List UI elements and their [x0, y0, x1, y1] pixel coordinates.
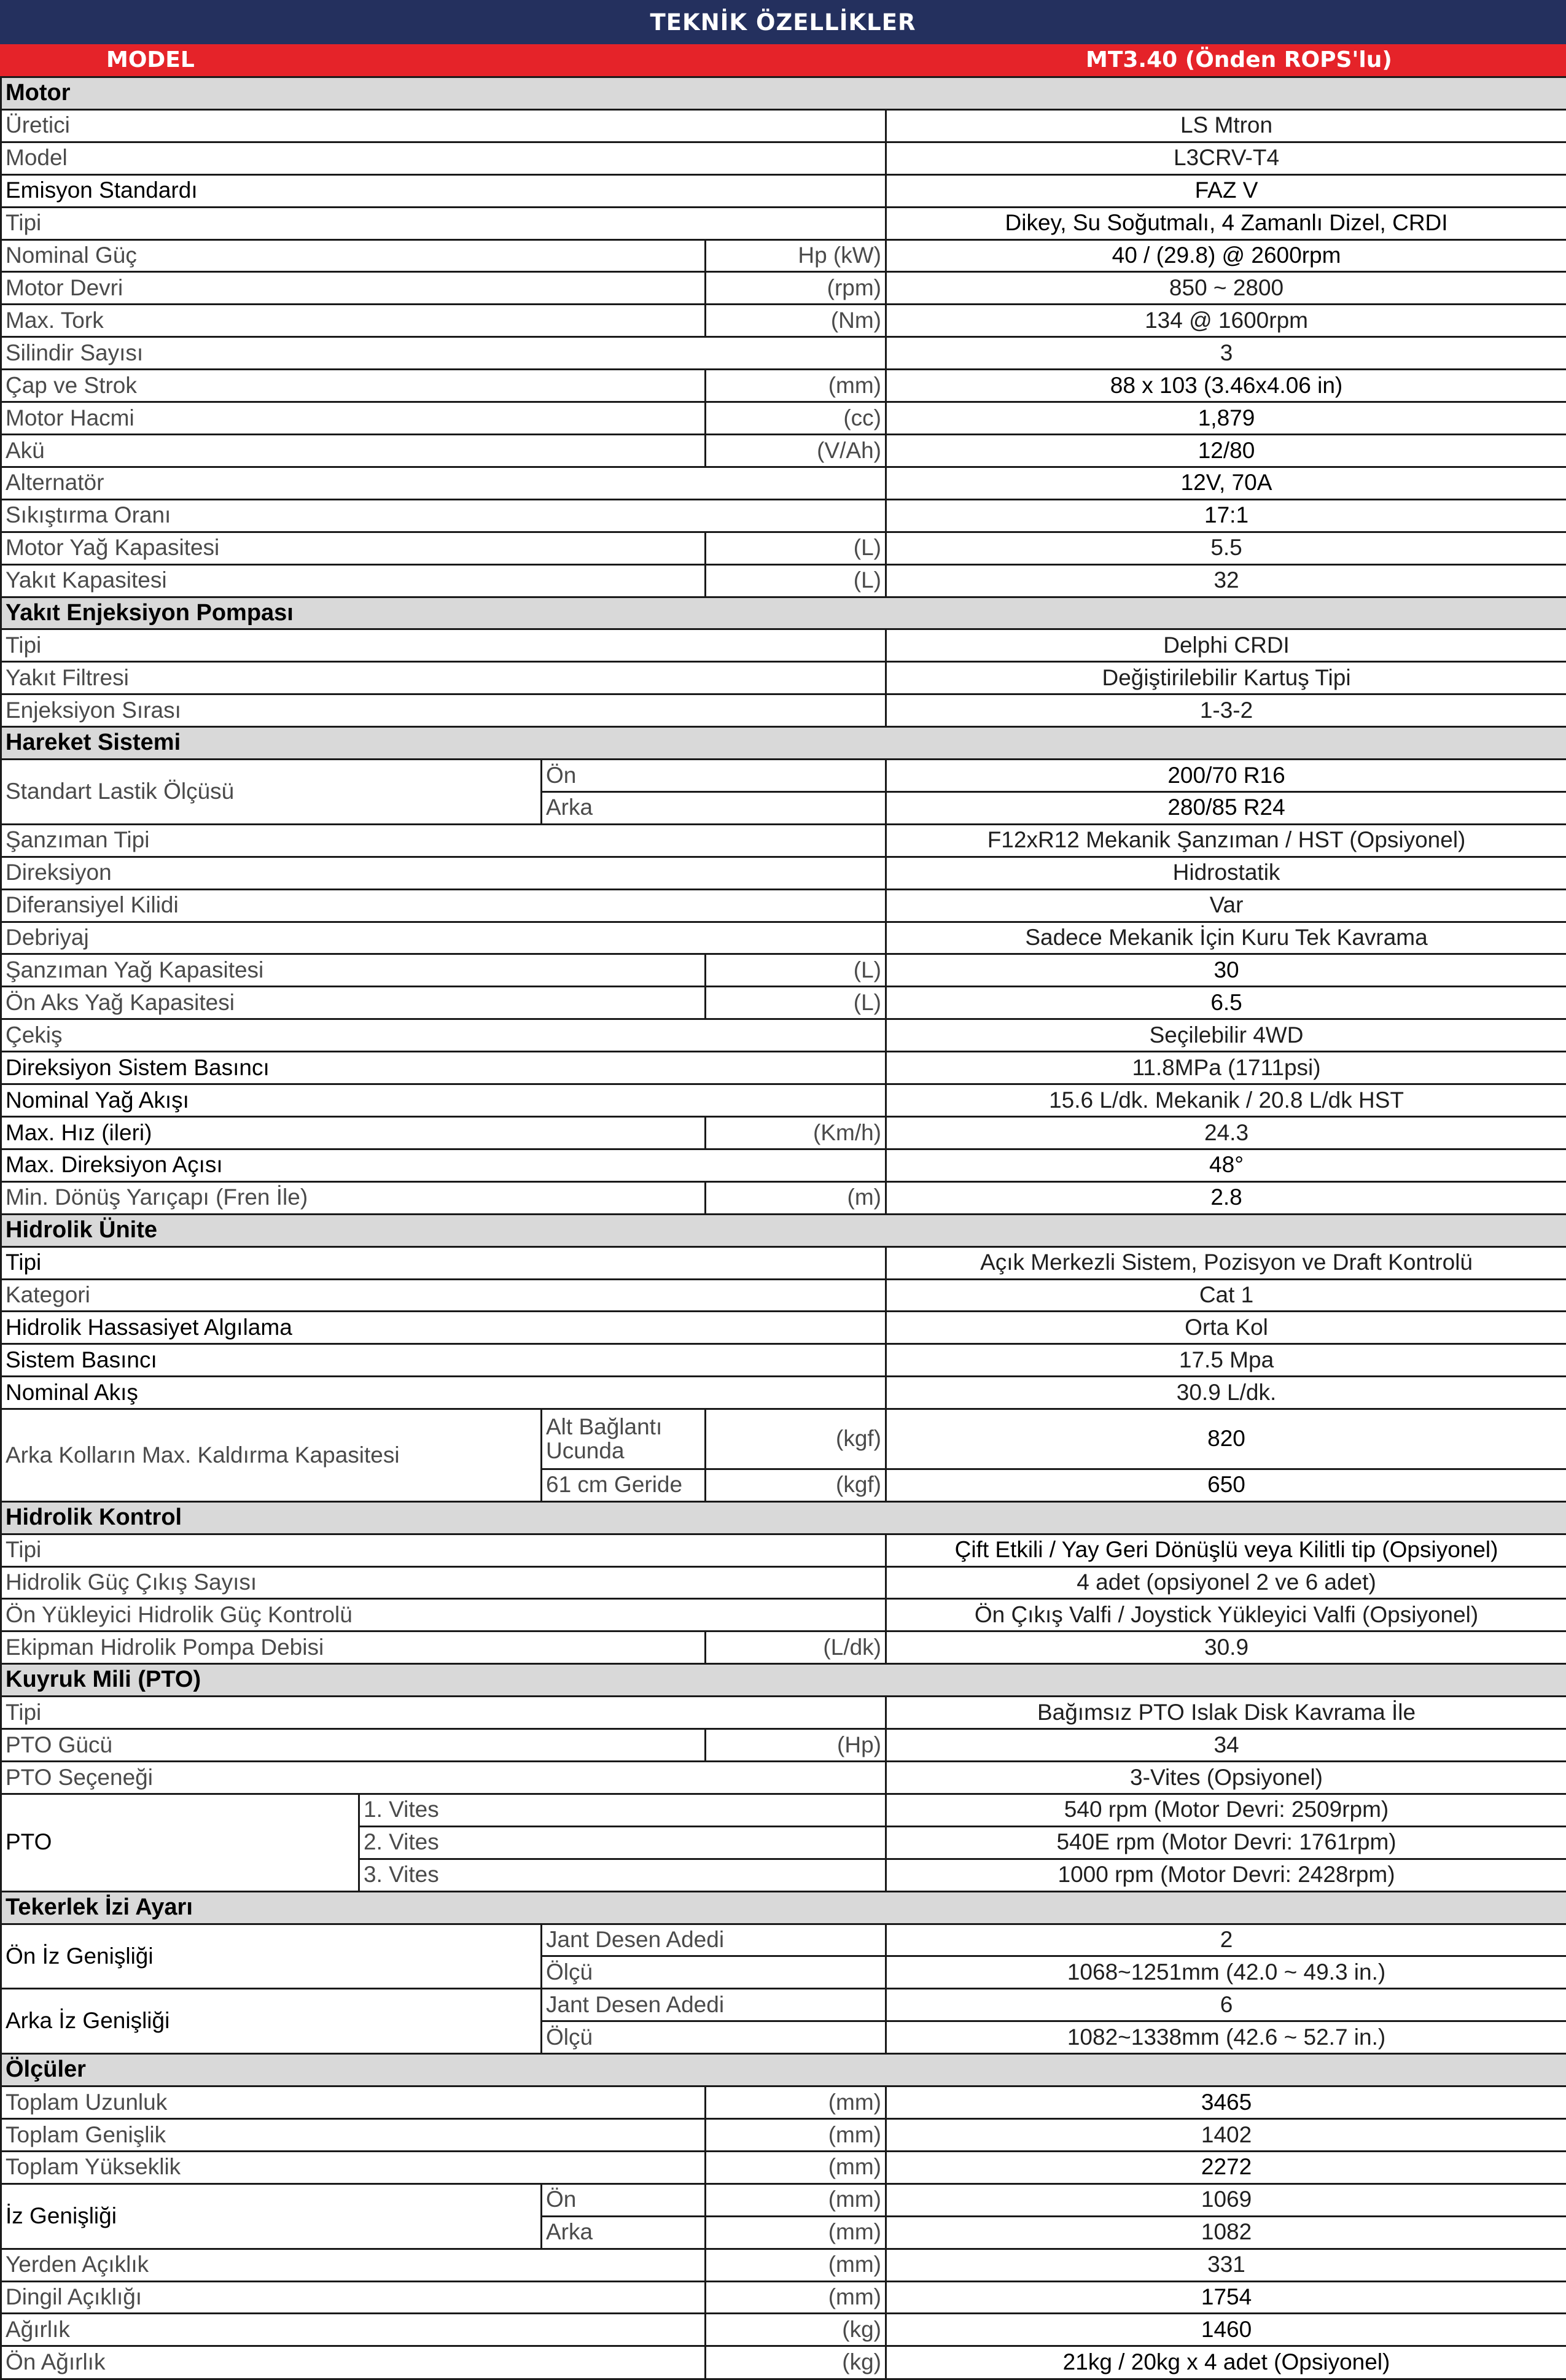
spec-unit: (Nm) [706, 305, 886, 337]
spec-label: Silindir Sayısı [1, 337, 886, 370]
spec-value: 1402 [886, 2118, 1566, 2151]
spec-value: 48° [886, 1149, 1566, 1181]
spec-row [1, 1181, 1566, 1214]
spec-value: 540E rpm (Motor Devri: 1761rpm) [886, 1826, 1566, 1859]
spec-row [1, 2346, 1566, 2379]
spec-row [1, 2151, 1566, 2184]
spec-row [1, 1631, 1566, 1664]
spec-label: Yerden Açıklık [1, 2249, 706, 2281]
spec-label: Arka Kolların Max. Kaldırma Kapasitesi [1, 1409, 542, 1502]
spec-row [1, 629, 1566, 662]
spec-row [1, 109, 1566, 142]
spec-value: Sadece Mekanik İçin Kuru Tek Kavrama [886, 922, 1566, 954]
spec-label: Ön İz Genişliği [1, 1924, 542, 1989]
spec-value: 21kg / 20kg x 4 adet (Opsiyonel) [886, 2346, 1566, 2379]
spec-label: Diferansiyel Kilidi [1, 889, 886, 922]
spec-value: L3CRV-T4 [886, 142, 1566, 174]
spec-label: Tipi [1, 1534, 886, 1566]
spec-row [1, 2086, 1566, 2119]
spec-value: 540 rpm (Motor Devri: 2509rpm) [886, 1794, 1566, 1826]
spec-unit: (cc) [706, 402, 886, 435]
spec-value: 17.5 Mpa [886, 1344, 1566, 1377]
spec-row [1, 1566, 1566, 1599]
spec-value: 30 [886, 954, 1566, 987]
spec-label: Toplam Uzunluk [1, 2086, 706, 2119]
spec-value: 2272 [886, 2151, 1566, 2184]
spec-row [1, 2118, 1566, 2151]
spec-label: Direksiyon [1, 857, 886, 889]
spec-value: 280/85 R24 [886, 791, 1566, 824]
spec-value: 1082~1338mm (42.6 ~ 52.7 in.) [886, 2021, 1566, 2054]
section-title: Tekerlek İzi Ayarı [1, 1891, 1566, 1924]
spec-value: FAZ V [886, 174, 1566, 207]
spec-label: Direksiyon Sistem Basıncı [1, 1052, 886, 1084]
spec-label: Çekiş [1, 1019, 886, 1052]
spec-label: Toplam Genişlik [1, 2118, 706, 2151]
spec-unit: (V/Ah) [706, 434, 886, 467]
spec-row [1, 1924, 1566, 1956]
spec-row [1, 922, 1566, 954]
spec-row [1, 1149, 1566, 1181]
spec-unit: (Km/h) [706, 1117, 886, 1149]
spec-row [1, 467, 1566, 499]
spec-label: Üretici [1, 109, 886, 142]
spec-label: Sıkıştırma Oranı [1, 499, 886, 532]
spec-row [1, 370, 1566, 402]
spec-row [1, 1117, 1566, 1149]
spec-row [1, 987, 1566, 1019]
spec-label: PTO [1, 1794, 359, 1891]
spec-value: 24.3 [886, 1117, 1566, 1149]
spec-label: Ekipman Hidrolik Pompa Debisi [1, 1631, 706, 1664]
spec-value: 1000 rpm (Motor Devri: 2428rpm) [886, 1859, 1566, 1891]
spec-sublabel: Ön [542, 760, 886, 792]
model-header-bar [0, 44, 1566, 76]
spec-value: 1754 [886, 2281, 1566, 2314]
spec-unit: (rpm) [706, 272, 886, 305]
spec-sublabel: 2. Vites [359, 1826, 886, 1859]
spec-label: Motor Yağ Kapasitesi [1, 532, 706, 564]
spec-value: 17:1 [886, 499, 1566, 532]
spec-label: Nominal Akış [1, 1377, 886, 1409]
spec-value: Açık Merkezli Sistem, Pozisyon ve Draft Kontrolü [886, 1246, 1566, 1279]
section-header-row [1, 597, 1566, 629]
spec-value: 15.6 L/dk. Mekanik / 20.8 L/dk HST [886, 1084, 1566, 1117]
spec-row [1, 1052, 1566, 1084]
spec-value: Orta Kol [886, 1312, 1566, 1344]
spec-label: Şanzıman Tipi [1, 824, 886, 857]
spec-value: 4 adet (opsiyonel 2 ve 6 adet) [886, 1566, 1566, 1599]
section-title: Motor [1, 77, 1566, 110]
section-header-row [1, 77, 1566, 110]
model-label: MODEL [106, 47, 195, 72]
spec-label: Hidrolik Hassasiyet Algılama [1, 1312, 886, 1344]
spec-unit: (kgf) [706, 1409, 886, 1469]
spec-label: Model [1, 142, 886, 174]
spec-sublabel: Arka [542, 2216, 706, 2249]
spec-row [1, 760, 1566, 792]
spec-row [1, 532, 1566, 564]
spec-sublabel: Arka [542, 791, 886, 824]
spec-row [1, 1377, 1566, 1409]
spec-value: Cat 1 [886, 1279, 1566, 1312]
spec-table-body [1, 77, 1566, 2379]
spec-label: PTO Seçeneği [1, 1762, 886, 1794]
spec-sublabel: Jant Desen Adedi [542, 1924, 886, 1956]
spec-value: 30.9 L/dk. [886, 1377, 1566, 1409]
spec-row [1, 239, 1566, 272]
spec-label: Emisyon Standardı [1, 174, 886, 207]
spec-sublabel: 61 cm Geride [542, 1469, 706, 1501]
spec-value: Dikey, Su Soğutmalı, 4 Zamanlı Dizel, CRDI [886, 207, 1566, 239]
spec-unit: (mm) [706, 370, 886, 402]
spec-label: Ağırlık [1, 2314, 706, 2346]
spec-sublabel: Alt Bağlantı Ucunda [542, 1409, 706, 1469]
spec-row [1, 1019, 1566, 1052]
spec-value: 32 [886, 564, 1566, 597]
spec-row [1, 662, 1566, 694]
spec-label: Çap ve Strok [1, 370, 706, 402]
spec-row [1, 1409, 1566, 1469]
spec-value: LS Mtron [886, 109, 1566, 142]
section-header-row [1, 2054, 1566, 2086]
spec-label: Motor Hacmi [1, 402, 706, 435]
spec-value: 3465 [886, 2086, 1566, 2119]
spec-value: 40 / (29.8) @ 2600rpm [886, 239, 1566, 272]
spec-value: 34 [886, 1729, 1566, 1762]
spec-label: Akü [1, 434, 706, 467]
spec-row [1, 1989, 1566, 2021]
spec-row [1, 434, 1566, 467]
spec-label: Nominal Yağ Akışı [1, 1084, 886, 1117]
spec-row [1, 2281, 1566, 2314]
spec-value: 1069 [886, 2184, 1566, 2216]
spec-value: 820 [886, 1409, 1566, 1469]
section-title: Yakıt Enjeksiyon Pompası [1, 597, 1566, 629]
spec-label: Yakıt Filtresi [1, 662, 886, 694]
spec-row [1, 954, 1566, 987]
spec-value: 12V, 70A [886, 467, 1566, 499]
spec-label: Tipi [1, 207, 886, 239]
spec-row [1, 1697, 1566, 1729]
spec-row [1, 337, 1566, 370]
section-title: Hareket Sistemi [1, 727, 1566, 760]
spec-label: Arka İz Genişliği [1, 1989, 542, 2054]
spec-unit: (kg) [706, 2314, 886, 2346]
spec-unit: (kgf) [706, 1469, 886, 1501]
spec-value: 2.8 [886, 1181, 1566, 1214]
spec-value: 12/80 [886, 434, 1566, 467]
spec-row [1, 402, 1566, 435]
spec-label: Motor Devri [1, 272, 706, 305]
spec-row [1, 564, 1566, 597]
spec-value: Çift Etkili / Yay Geri Dönüşlü veya Kilitli tip (Opsiyonel) [886, 1534, 1566, 1566]
spec-row [1, 694, 1566, 727]
spec-value: 1,879 [886, 402, 1566, 435]
spec-value: Ön Çıkış Valfi / Joystick Yükleyici Valfi (Opsiyonel) [886, 1599, 1566, 1631]
spec-label: Tipi [1, 629, 886, 662]
spec-sublabel: 3. Vites [359, 1859, 886, 1891]
spec-unit: (L/dk) [706, 1631, 886, 1664]
spec-sublabel: Ölçü [542, 1956, 886, 1989]
spec-label: Dingil Açıklığı [1, 2281, 706, 2314]
spec-value: 850 ~ 2800 [886, 272, 1566, 305]
section-title: Hidrolik Kontrol [1, 1501, 1566, 1534]
spec-value: Var [886, 889, 1566, 922]
spec-label: Şanzıman Yağ Kapasitesi [1, 954, 706, 987]
spec-row [1, 2314, 1566, 2346]
spec-row [1, 305, 1566, 337]
spec-unit: (mm) [706, 2118, 886, 2151]
spec-value: 11.8MPa (1711psi) [886, 1052, 1566, 1084]
spec-row [1, 2249, 1566, 2281]
spec-row [1, 1279, 1566, 1312]
spec-row [1, 272, 1566, 305]
spec-label: Ön Ağırlık [1, 2346, 706, 2379]
spec-label: Alternatör [1, 467, 886, 499]
spec-label: İz Genişliği [1, 2184, 542, 2249]
spec-value: F12xR12 Mekanik Şanzıman / HST (Opsiyonel) [886, 824, 1566, 857]
section-title: Kuyruk Mili (PTO) [1, 1664, 1566, 1697]
spec-unit: (m) [706, 1181, 886, 1214]
spec-value: 1068~1251mm (42.0 ~ 49.3 in.) [886, 1956, 1566, 1989]
spec-row [1, 2184, 1566, 2216]
section-title: Ölçüler [1, 2054, 1566, 2086]
spec-value: 30.9 [886, 1631, 1566, 1664]
spec-unit: (Hp) [706, 1729, 886, 1762]
spec-unit: (mm) [706, 2216, 886, 2249]
section-title: Hidrolik Ünite [1, 1214, 1566, 1246]
section-header-row [1, 727, 1566, 760]
spec-label: Kategori [1, 1279, 886, 1312]
spec-value: Hidrostatik [886, 857, 1566, 889]
spec-row [1, 1344, 1566, 1377]
spec-sublabel: Ön [542, 2184, 706, 2216]
spec-unit: (mm) [706, 2151, 886, 2184]
spec-row [1, 1794, 1566, 1826]
spec-label: Max. Direksiyon Açısı [1, 1149, 886, 1181]
spec-row [1, 1599, 1566, 1631]
spec-label: Standart Lastik Ölçüsü [1, 760, 542, 825]
spec-row [1, 889, 1566, 922]
spec-label: Tipi [1, 1246, 886, 1279]
spec-unit: (L) [706, 987, 886, 1019]
spec-row [1, 824, 1566, 857]
spec-label: PTO Gücü [1, 1729, 706, 1762]
spec-unit: (mm) [706, 2249, 886, 2281]
spec-value: 2 [886, 1924, 1566, 1956]
spec-label: Tipi [1, 1697, 886, 1729]
spec-label: Max. Tork [1, 305, 706, 337]
spec-label: Yakıt Kapasitesi [1, 564, 706, 597]
spec-unit: (kg) [706, 2346, 886, 2379]
spec-label: Min. Dönüş Yarıçapı (Fren İle) [1, 1181, 706, 1214]
spec-unit: (L) [706, 564, 886, 597]
spec-label: Ön Yükleyici Hidrolik Güç Kontrolü [1, 1599, 886, 1631]
spec-value: Değiştirilebilir Kartuş Tipi [886, 662, 1566, 694]
spec-value: 331 [886, 2249, 1566, 2281]
spec-value: 6.5 [886, 987, 1566, 1019]
spec-row [1, 1312, 1566, 1344]
spec-row [1, 1534, 1566, 1566]
spec-sublabel: Jant Desen Adedi [542, 1989, 886, 2021]
spec-unit: (mm) [706, 2281, 886, 2314]
spec-label: Enjeksiyon Sırası [1, 694, 886, 727]
spec-label: Hidrolik Güç Çıkış Sayısı [1, 1566, 886, 1599]
spec-row [1, 857, 1566, 889]
spec-value: 6 [886, 1989, 1566, 2021]
spec-label: Ön Aks Yağ Kapasitesi [1, 987, 706, 1019]
spec-value: 1082 [886, 2216, 1566, 2249]
spec-row [1, 1246, 1566, 1279]
spec-sheet-title: TEKNİK ÖZELLİKLER [0, 0, 1566, 44]
spec-value: 1460 [886, 2314, 1566, 2346]
spec-value: 650 [886, 1469, 1566, 1501]
section-header-row [1, 1214, 1566, 1246]
spec-unit: (L) [706, 532, 886, 564]
spec-value: Seçilebilir 4WD [886, 1019, 1566, 1052]
spec-label: Debriyaj [1, 922, 886, 954]
spec-table [0, 76, 1566, 2380]
spec-unit: Hp (kW) [706, 239, 886, 272]
section-header-row [1, 1501, 1566, 1534]
spec-value: Delphi CRDI [886, 629, 1566, 662]
spec-value: 200/70 R16 [886, 760, 1566, 792]
spec-row [1, 207, 1566, 239]
spec-unit: (mm) [706, 2086, 886, 2119]
spec-label: Sistem Basıncı [1, 1344, 886, 1377]
spec-value: 3-Vites (Opsiyonel) [886, 1762, 1566, 1794]
spec-value: 5.5 [886, 532, 1566, 564]
spec-unit: (mm) [706, 2184, 886, 2216]
spec-value: 1-3-2 [886, 694, 1566, 727]
spec-row [1, 174, 1566, 207]
spec-label: Toplam Yükseklik [1, 2151, 706, 2184]
spec-value: 88 x 103 (3.46x4.06 in) [886, 370, 1566, 402]
section-header-row [1, 1664, 1566, 1697]
spec-row [1, 142, 1566, 174]
model-name: MT3.40 (Önden ROPS'lu) [1086, 47, 1392, 72]
spec-sublabel: Ölçü [542, 2021, 886, 2054]
spec-value: 3 [886, 337, 1566, 370]
spec-unit: (L) [706, 954, 886, 987]
spec-row [1, 499, 1566, 532]
spec-row [1, 1729, 1566, 1762]
section-header-row [1, 1891, 1566, 1924]
spec-row [1, 1084, 1566, 1117]
spec-label: Max. Hız (ileri) [1, 1117, 706, 1149]
spec-value: Bağımsız PTO Islak Disk Kavrama İle [886, 1697, 1566, 1729]
spec-sublabel: 1. Vites [359, 1794, 886, 1826]
spec-value: 134 @ 1600rpm [886, 305, 1566, 337]
spec-row [1, 1762, 1566, 1794]
spec-label: Nominal Güç [1, 239, 706, 272]
